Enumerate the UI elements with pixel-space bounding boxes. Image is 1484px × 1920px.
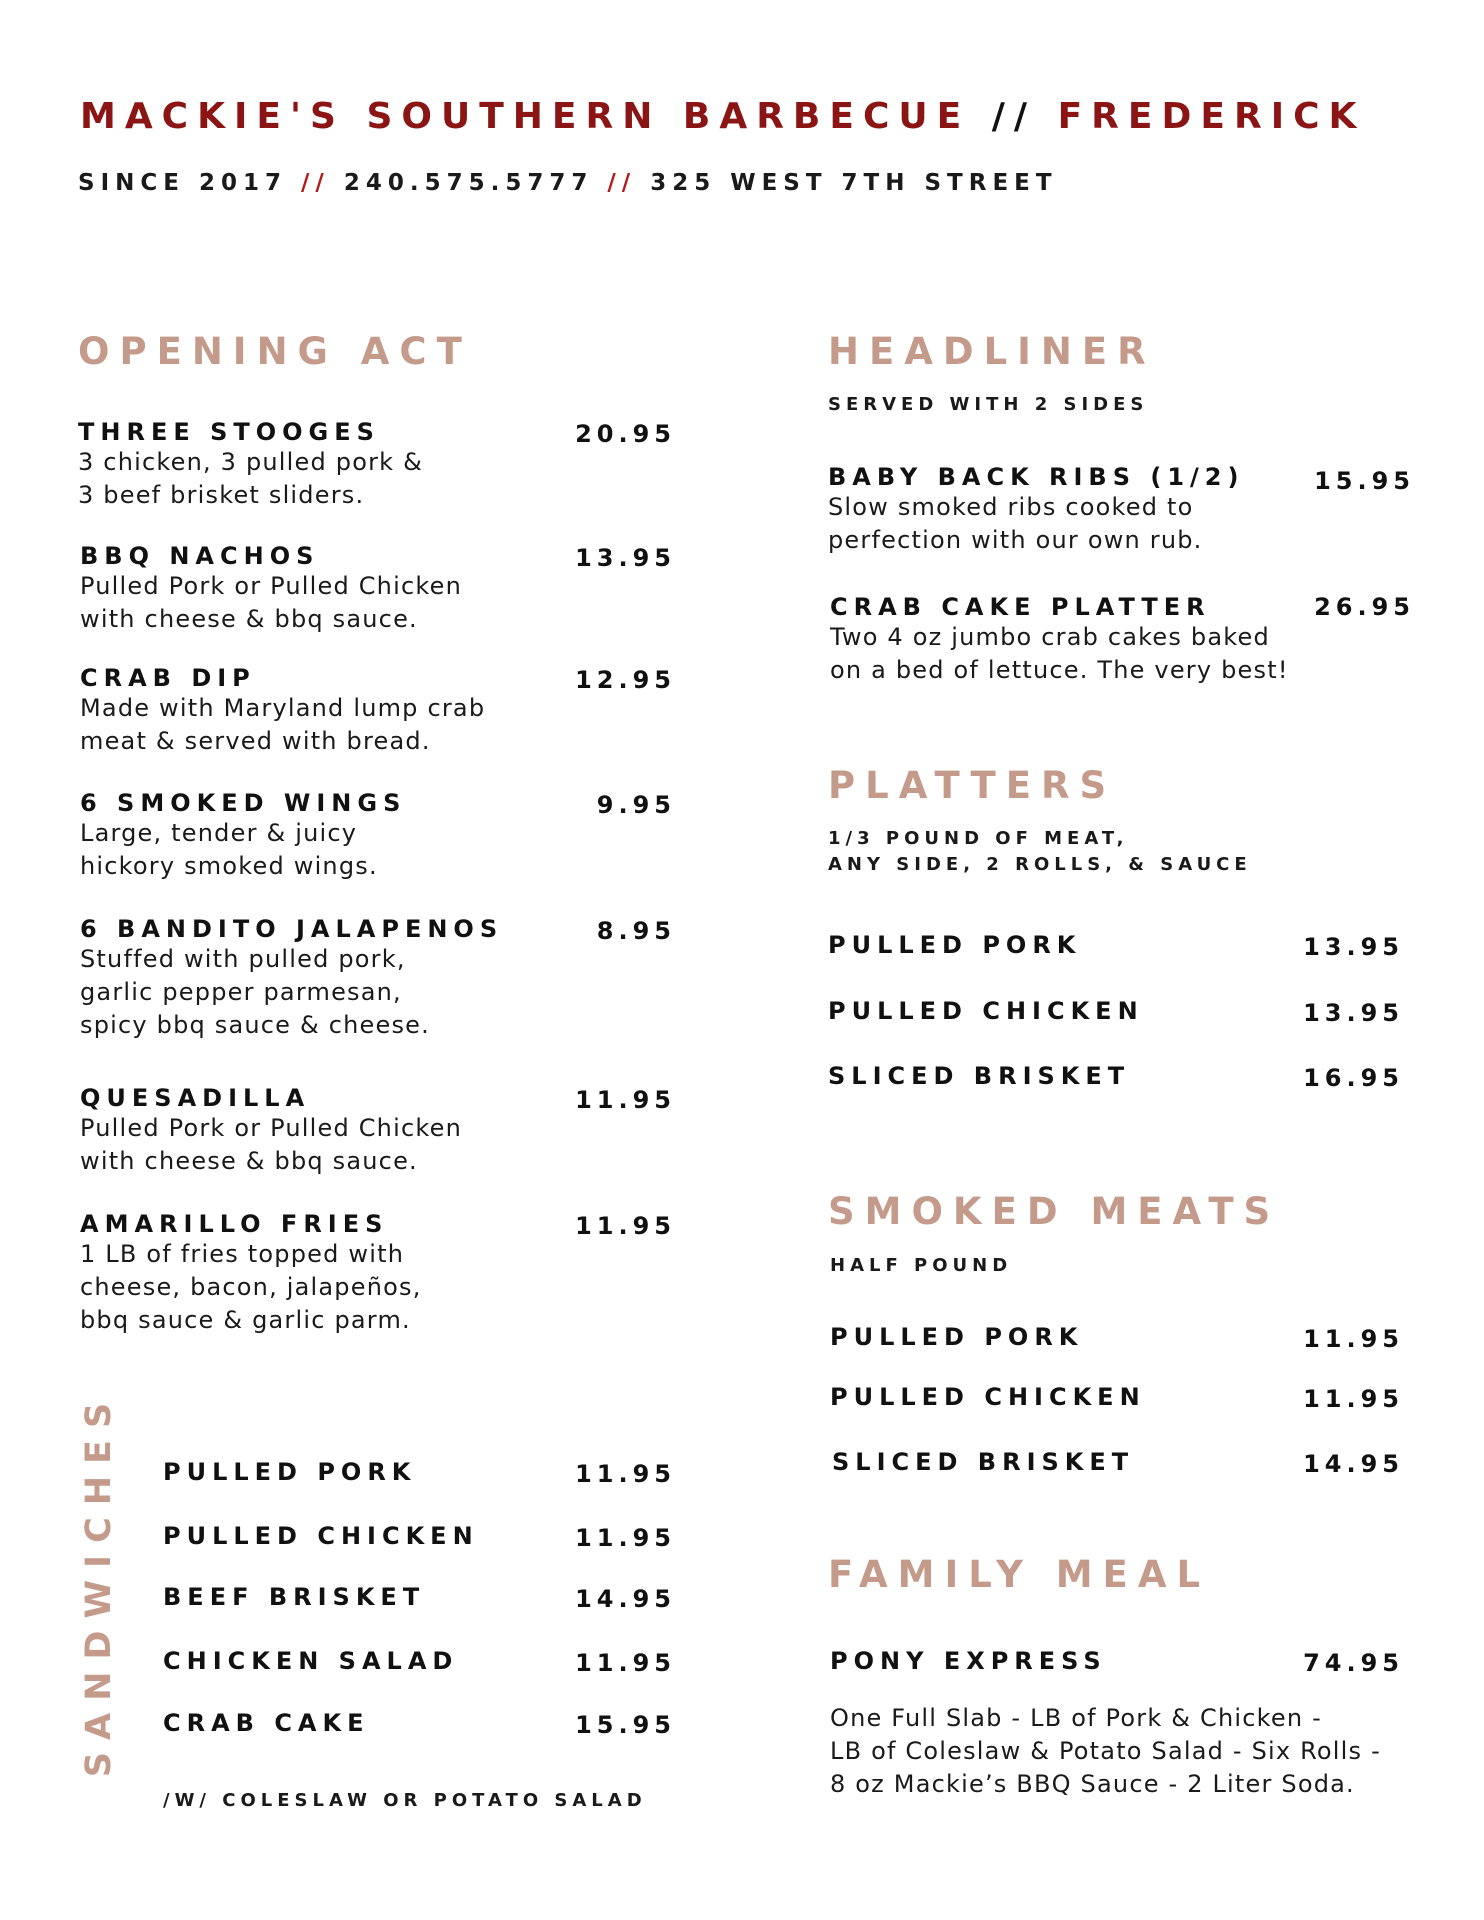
menu-item (80, 1210, 676, 1337)
item-name: BABY BACK RIBS (1/2) (828, 463, 1245, 491)
item-name: PULLED CHICKEN (830, 1383, 1146, 1411)
item-name: THREE STOOGES (78, 418, 380, 446)
menu-item (80, 915, 676, 1042)
menu-item (80, 1084, 676, 1178)
item-name: CRAB DIP (80, 664, 256, 692)
item-name: SLICED BRISKET (828, 1062, 1131, 1090)
item-price: 13.95 (575, 544, 676, 572)
item-description: Pulled Pork or Pulled Chicken (80, 1114, 462, 1142)
item-name: BBQ NACHOS (80, 542, 320, 570)
item-price: 11.95 (575, 1649, 676, 1677)
subheading-line: ANY SIDE, 2 ROLLS, & SAUCE (828, 854, 1252, 875)
section-subheading: SERVED WITH 2 SIDES (828, 394, 1149, 415)
item-name: 6 SMOKED WINGS (80, 789, 407, 817)
section-heading-headliner: HEADLINER (828, 330, 1156, 373)
title-separator: // (991, 96, 1037, 137)
platter-item (828, 931, 1404, 959)
section-heading-family-meal: FAMILY MEAL (828, 1553, 1211, 1596)
item-description-block (830, 1702, 1381, 1801)
section-heading-smoked-meats: SMOKED MEATS (828, 1190, 1281, 1233)
item-description: LB of Coleslaw & Potato Salad - Six Rolls - (830, 1737, 1381, 1765)
item-price: 14.95 (1303, 1450, 1404, 1478)
item-price: 11.95 (575, 1086, 676, 1114)
platter-item (828, 997, 1404, 1025)
item-name: CHICKEN SALAD (163, 1647, 459, 1675)
item-price: 12.95 (575, 666, 676, 694)
platter-item (828, 1062, 1404, 1090)
since-text: SINCE 2017 (78, 170, 287, 196)
item-name: CRAB CAKE (163, 1709, 370, 1737)
menu-item (80, 664, 676, 758)
item-description: on a bed of lettuce. The very best! (830, 656, 1289, 684)
item-name: PULLED PORK (830, 1323, 1084, 1351)
item-price: 11.95 (1303, 1325, 1404, 1353)
menu-item (828, 463, 1415, 557)
item-price: 13.95 (1303, 999, 1404, 1027)
item-description: bbq sauce & garlic parm. (80, 1306, 411, 1334)
item-description: Pulled Pork or Pulled Chicken (80, 572, 462, 600)
item-price: 8.95 (596, 917, 676, 945)
item-description: hickory smoked wings. (80, 852, 378, 880)
item-name: 6 BANDITO JALAPENOS (80, 915, 504, 943)
sandwich-item (163, 1458, 676, 1486)
restaurant-location: FREDERICK (1057, 96, 1366, 137)
smoked-meat-item (832, 1448, 1404, 1476)
item-name: PULLED CHICKEN (828, 997, 1144, 1025)
info-separator: // (607, 170, 637, 196)
item-price: 20.95 (575, 420, 676, 448)
item-description: garlic pepper parmesan, (80, 978, 402, 1006)
menu-item (830, 1647, 1404, 1675)
subheading-line: 1/3 POUND OF MEAT, (828, 828, 1129, 849)
restaurant-title (80, 96, 1365, 137)
item-name: QUESADILLA (80, 1084, 311, 1112)
item-description: spicy bbq sauce & cheese. (80, 1011, 430, 1039)
menu-item (78, 418, 676, 512)
item-name: SLICED BRISKET (832, 1448, 1135, 1476)
item-price: 13.95 (1303, 933, 1404, 961)
item-price: 26.95 (1314, 593, 1415, 621)
item-description: 8 oz Mackie’s BBQ Sauce - 2 Liter Soda. (830, 1770, 1355, 1798)
item-name: BEEF BRISKET (163, 1583, 426, 1611)
item-name: AMARILLO FRIES (80, 1210, 389, 1238)
section-subheading (828, 826, 1252, 878)
item-name: PONY EXPRESS (830, 1647, 1107, 1675)
item-description: perfection with our own rub. (828, 526, 1203, 554)
sandwich-item (163, 1583, 676, 1611)
item-description: One Full Slab - LB of Pork & Chicken - (830, 1704, 1322, 1732)
restaurant-info (78, 170, 1058, 196)
item-description: Slow smoked ribs cooked to (828, 493, 1194, 521)
item-description: Large, tender & juicy (80, 819, 358, 847)
item-name: PULLED PORK (163, 1458, 417, 1486)
item-price: 9.95 (596, 791, 676, 819)
item-price: 11.95 (575, 1460, 676, 1488)
section-heading-sandwiches (79, 1390, 119, 1778)
item-description: meat & served with bread. (80, 727, 431, 755)
item-description: Two 4 oz jumbo crab cakes baked (830, 623, 1270, 651)
restaurant-name: MACKIE'S SOUTHERN BARBECUE (80, 96, 971, 137)
item-price: 11.95 (1303, 1385, 1404, 1413)
menu-item (80, 542, 676, 636)
item-description: 3 beef brisket sliders. (78, 481, 365, 509)
sandwich-item (163, 1647, 676, 1675)
phone-number: 240.575.5777 (343, 170, 594, 196)
info-separator: // (301, 170, 330, 196)
address: 325 WEST 7TH STREET (650, 170, 1058, 196)
menu-item (80, 789, 676, 883)
section-subheading: HALF POUND (830, 1255, 1013, 1276)
sandwiches-note: /W/ COLESLAW OR POTATO SALAD (163, 1790, 647, 1811)
section-heading-opening-act: OPENING ACT (78, 330, 472, 373)
item-price: 11.95 (575, 1524, 676, 1552)
item-description: with cheese & bbq sauce. (80, 605, 418, 633)
smoked-meat-item (830, 1323, 1404, 1351)
item-price: 15.95 (575, 1711, 676, 1739)
sandwich-item (163, 1522, 676, 1550)
item-price: 74.95 (1303, 1649, 1404, 1677)
item-description: 1 LB of fries topped with (80, 1240, 405, 1268)
item-description: Made with Maryland lump crab (80, 694, 486, 722)
item-price: 14.95 (575, 1585, 676, 1613)
smoked-meat-item (830, 1383, 1404, 1411)
item-name: PULLED PORK (828, 931, 1082, 959)
item-description: Stuffed with pulled pork, (80, 945, 406, 973)
sandwiches-heading-text: SANDWICHES (79, 1390, 119, 1778)
item-description: 3 chicken, 3 pulled pork & (78, 448, 423, 476)
item-price: 15.95 (1314, 467, 1415, 495)
item-name: CRAB CAKE PLATTER (830, 593, 1211, 621)
section-heading-platters: PLATTERS (828, 764, 1117, 807)
item-price: 16.95 (1303, 1064, 1404, 1092)
item-price: 11.95 (575, 1212, 676, 1240)
sandwich-item (163, 1709, 676, 1737)
item-description: with cheese & bbq sauce. (80, 1147, 418, 1175)
menu-item (830, 593, 1415, 687)
item-description: cheese, bacon, jalapeños, (80, 1273, 422, 1301)
item-name: PULLED CHICKEN (163, 1522, 479, 1550)
